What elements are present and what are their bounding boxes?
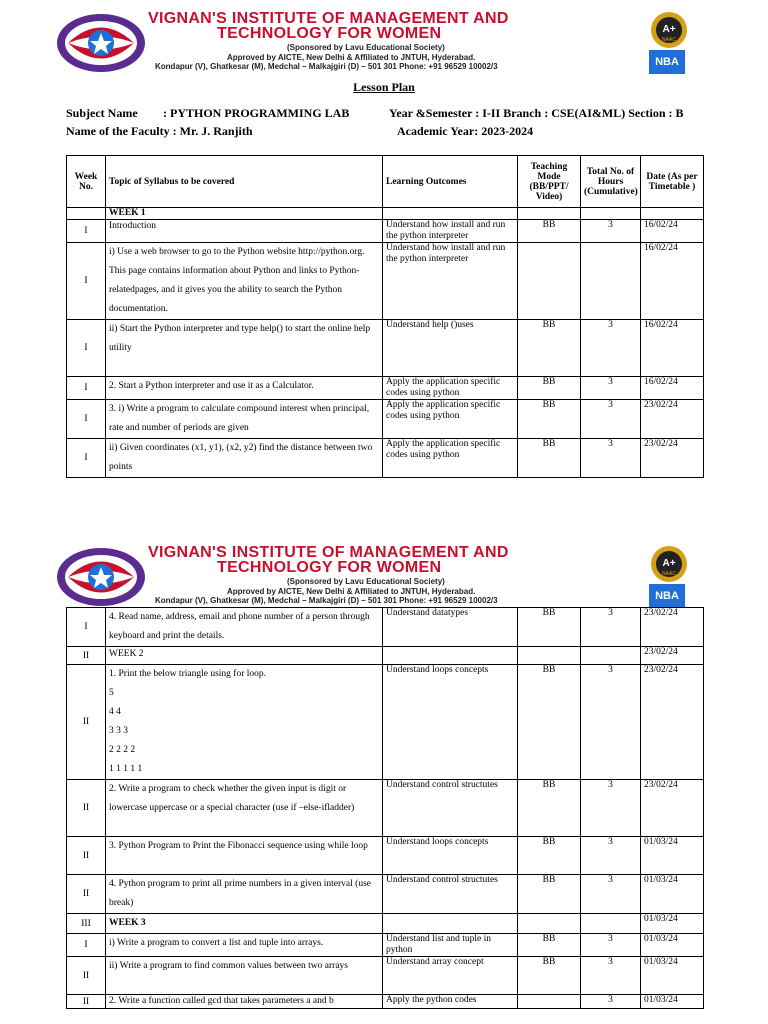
year-semester: Year &Semester : I-II Branch : CSE(AI&ML) Section : B bbox=[389, 106, 684, 120]
page-title: Lesson Plan bbox=[353, 80, 415, 94]
table-row: II 4. Python program to print all prime numbers in a given interval (use break) Understand control structutes BB 3 01/03/24 bbox=[67, 875, 704, 914]
naac-grade: A+ bbox=[662, 558, 676, 569]
institute-header bbox=[52, 10, 702, 80]
institute-name-line1: VIGNAN'S INSTITUTE OF MANAGEMENT AND bbox=[148, 10, 509, 27]
header-mode: Teaching Mode (BB/PPT/ Video) bbox=[518, 156, 581, 208]
subject-label: Subject Name bbox=[66, 106, 138, 120]
table-row: I 2. Start a Python interpreter and use it as a Calculator. Apply the application specific codes using python BB 3 16/02/24 bbox=[67, 377, 704, 400]
institute-header-page2 bbox=[52, 544, 702, 614]
institute-name-line2: TECHNOLOGY FOR WOMEN bbox=[217, 559, 442, 576]
sponsor-text: (Sponsored by Lavu Educational Society) bbox=[287, 43, 445, 52]
naac-label: NAAC bbox=[662, 37, 676, 43]
naac-badge-icon bbox=[649, 544, 689, 584]
table-row: I Introduction Understand how install and run the python interpreter BB 3 16/02/24 bbox=[67, 220, 704, 243]
address-text: Kondapur (V), Ghatkesar (M), Medchal – Malkajgiri (D) – 501 301 Phone: +91 96529 10002/3 bbox=[155, 62, 498, 71]
naac-label: NAAC bbox=[662, 571, 676, 577]
header-topic: Topic of Syllabus to be covered bbox=[106, 156, 383, 208]
header-outcomes: Learning Outcomes bbox=[383, 156, 518, 208]
table-row: I 4. Read name, address, email and phone number of a person through keyboard and print the details. Understand datatypes BB 3 23/02/24 bbox=[67, 608, 704, 647]
table-row: I ii) Given coordinates (x1, y1), (x2, y2) find the distance between two points Apply the application specific codes using python BB 3 23/02/24 bbox=[67, 439, 704, 478]
naac-grade: A+ bbox=[662, 24, 676, 35]
nba-logo-icon bbox=[649, 584, 685, 608]
approval-text: Approved by AICTE, New Delhi & Affiliated to JNTUH, Hyderabad. bbox=[227, 53, 476, 62]
institute-name-line2: TECHNOLOGY FOR WOMEN bbox=[217, 25, 442, 42]
table-row: I i) Use a web browser to go to the Python website http://python.org. This page contains information about Python and links to Python-relatedpages, and it gives you the ability to search the Python documentation. Understand how install and run the python interpreter 16/02/24 bbox=[67, 243, 704, 320]
table-row: III WEEK 3 01/03/24 bbox=[67, 914, 704, 934]
lesson-plan-table-page1 bbox=[66, 155, 704, 478]
header-hours: Total No. of Hours (Cumulative) bbox=[581, 156, 641, 208]
header-week: Week No. bbox=[67, 156, 106, 208]
table-header-row bbox=[67, 156, 704, 208]
naac-badge-icon bbox=[649, 10, 689, 50]
table-row: II 2. Write a function called gcd that takes parameters a and b Apply the python codes 3 01/03/24 bbox=[67, 995, 704, 1009]
table-row: II 1. Print the below triangle using for loop. 5 4 4 3 3 3 2 2 2 2 1 1 1 1 1 Understand loops concepts BB 3 23/02/24 bbox=[67, 665, 704, 780]
institute-name-line1: VIGNAN'S INSTITUTE OF MANAGEMENT AND bbox=[148, 544, 509, 561]
subject-value: : PYTHON PROGRAMMING LAB bbox=[163, 106, 350, 120]
table-row: II 2. Write a program to check whether the given input is digit or lowercase uppercase or a special character (use if –else-ifladder) Understand control structutes BB 3 23/02/24 bbox=[67, 780, 704, 837]
faculty-name: Name of the Faculty : Mr. J. Ranjith bbox=[66, 124, 253, 138]
table-row: II 3. Python Program to Print the Fibonacci sequence using while loop Understand loops concepts BB 3 01/03/24 bbox=[67, 837, 704, 875]
approval-text: Approved by AICTE, New Delhi & Affiliated to JNTUH, Hyderabad. bbox=[227, 587, 476, 596]
academic-year: Academic Year: 2023-2024 bbox=[397, 124, 534, 138]
header-date: Date (As per Timetable ) bbox=[641, 156, 704, 208]
institute-logo-icon bbox=[56, 546, 146, 608]
table-row: II ii) Write a program to find common values between two arrays Understand array concept BB 3 01/03/24 bbox=[67, 957, 704, 995]
table-row: I i) Write a program to convert a list and tuple into arrays. Understand list and tuple in python BB 3 01/03/24 bbox=[67, 934, 704, 957]
nba-label: NBA bbox=[655, 56, 679, 68]
sponsor-text: (Sponsored by Lavu Educational Society) bbox=[287, 577, 445, 586]
nba-label: NBA bbox=[655, 590, 679, 602]
table-row: WEEK 1 bbox=[67, 208, 704, 220]
nba-logo-icon bbox=[649, 50, 685, 74]
address-text: Kondapur (V), Ghatkesar (M), Medchal – Malkajgiri (D) – 501 301 Phone: +91 96529 10002/3 bbox=[155, 596, 498, 605]
table-row: I 3. i) Write a program to calculate compound interest when principal, rate and number of periods are given Apply the application specific codes using python BB 3 23/02/24 bbox=[67, 400, 704, 439]
table-row: II WEEK 2 23/02/24 bbox=[67, 647, 704, 665]
lesson-plan-table-page2 bbox=[66, 607, 704, 1009]
table-row: I ii) Start the Python interpreter and type help() to start the online help utility Understand help ()uses BB 3 16/02/24 bbox=[67, 320, 704, 377]
institute-logo-icon bbox=[56, 12, 146, 74]
